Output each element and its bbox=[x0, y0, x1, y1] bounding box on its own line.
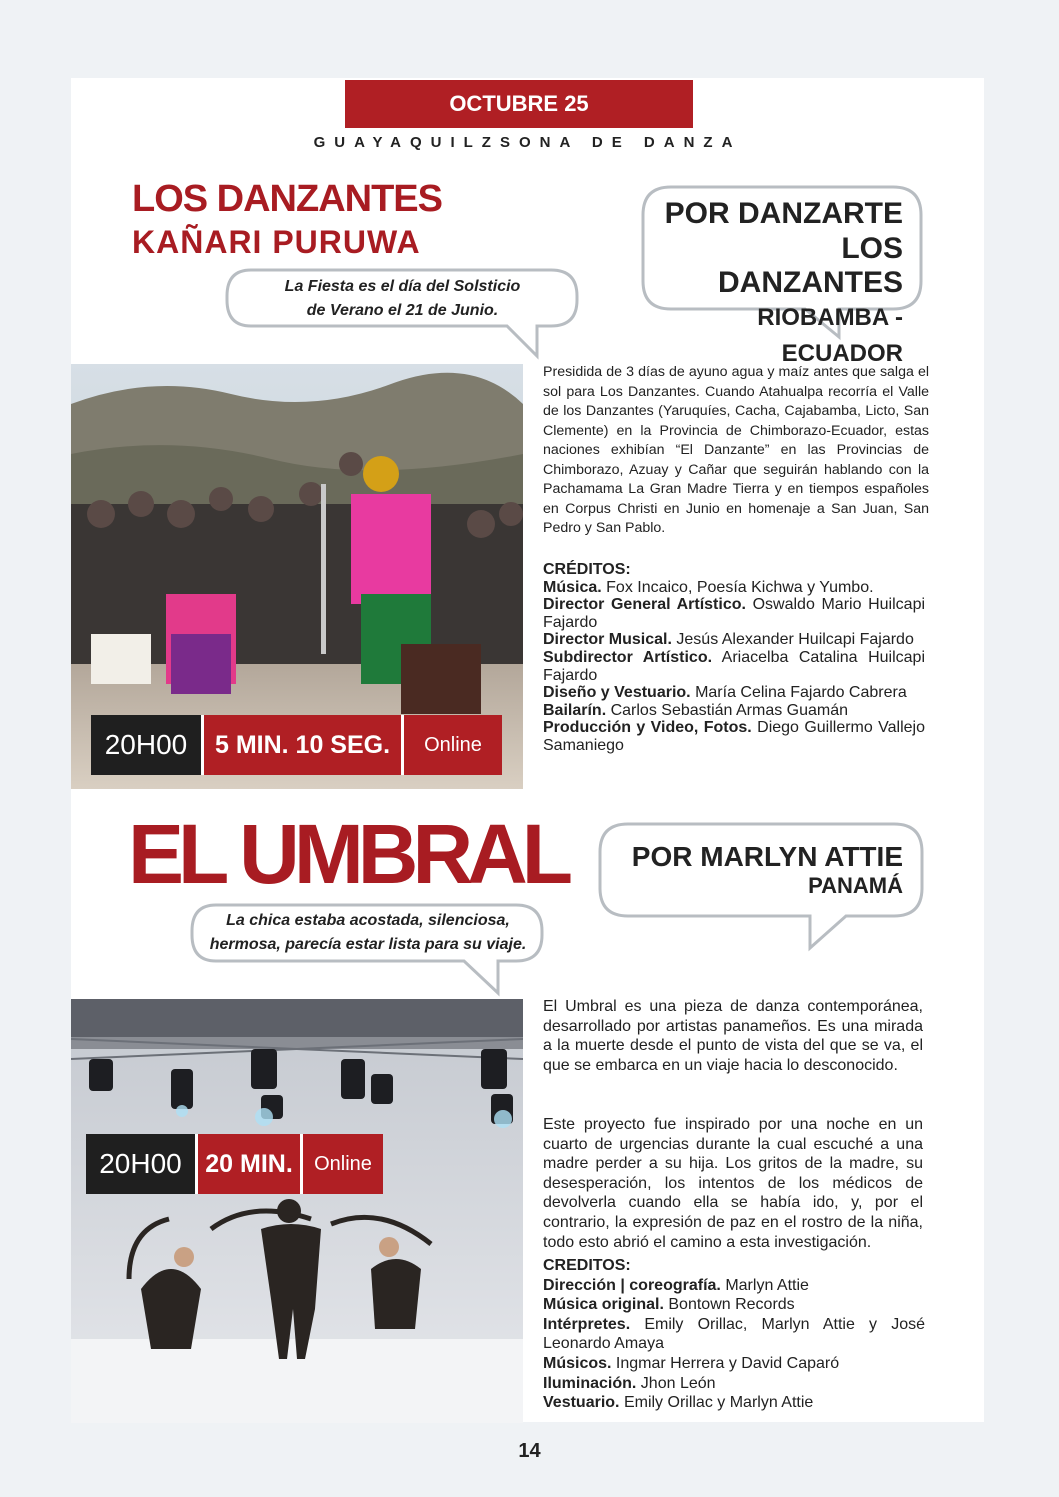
credit-line: Producción y Video, Fotos. Diego Guillermo Vallejo Samaniego bbox=[543, 719, 926, 754]
page-number: 14 bbox=[518, 1440, 541, 1462]
show1-company-line2: LOS DANZANTES bbox=[718, 232, 903, 299]
credit-line: Diseño y Vestuario. María Celina Fajardo Cabrera bbox=[543, 684, 907, 702]
credit-line: Iluminación. Jhon León bbox=[543, 1374, 716, 1392]
show1-subtitle: KAÑARI PURUWA bbox=[132, 224, 421, 260]
show2-credits-heading: CREDITOS: bbox=[543, 1257, 631, 1274]
show2-quote-line1: La chica estaba acostada, silenciosa, bbox=[226, 912, 510, 929]
credit-line: Vestuario. Emily Orillac y Marlyn Attie bbox=[543, 1394, 814, 1412]
credit-line: Director Musical. Jesús Alexander Huilcapi Fajardo bbox=[543, 631, 914, 649]
festival-name: GUAYAQUILZSONA DE DANZA bbox=[313, 134, 742, 151]
show1-credits bbox=[543, 561, 925, 755]
credit-line: Música original. Bontown Records bbox=[543, 1296, 795, 1314]
show1-quote-line1: La Fiesta es el día del Solsticio bbox=[284, 278, 521, 295]
credit-line: Director General Artístico. Oswaldo Mario Huilcapi Fajardo bbox=[543, 596, 926, 631]
show1-mode: Online bbox=[401, 715, 502, 775]
show1-description: Presidida de 3 días de ayuno agua y maíz antes que salga el sol para Los Danzantes. Cuando Atahualpa recorría el Valle de los Danzantes (Yaruquíes, Cacha, Cajabamba, Licto, San Clemente) en la Provincia de Chimborazo-Ecuador, estas naciones exhibían “El Danzante” en las Provincias de Chimborazo, Azuay y Cañar que seguirán hablando con la Pachamama La Gran Madre Tierra y en tiempos españoles en Corpus Christi en Junio en homenaje a San Juan, San Pedro y San Pablo. bbox=[543, 364, 929, 536]
show2-photo bbox=[71, 999, 523, 1423]
show1-duration: 5 MIN. 10 SEG. bbox=[201, 715, 401, 775]
show2-duration: 20 MIN. bbox=[195, 1134, 300, 1194]
show2-time: 20H00 bbox=[86, 1134, 195, 1194]
show2-credits bbox=[543, 1256, 925, 1413]
show2-mode: Online bbox=[300, 1134, 383, 1194]
show2-schedule-bar bbox=[86, 1134, 383, 1194]
show1-location: RIOBAMBA - ECUADOR bbox=[757, 304, 903, 367]
show2-country: PANAMÁ bbox=[808, 873, 903, 898]
date-banner bbox=[345, 80, 693, 128]
credit-line: Subdirector Artístico. Ariacelba Catalina Huilcapi Fajardo bbox=[543, 648, 925, 684]
credit-line: Dirección | coreografía. Marlyn Attie bbox=[543, 1276, 809, 1294]
date-label: OCTUBRE 25 bbox=[449, 91, 589, 116]
credit-line: Bailarín. Carlos Sebastián Armas Guamán bbox=[543, 701, 849, 719]
show2-paragraph2: Este proyecto fue inspirado por una noche en un cuarto de urgencias durante la cual escuché a una madre perder a su hija. Los gritos de la madre, su desesperación, los intentos de los médicos de devolverla cuando ella se había ido, y, por el contrario, la expresión de paz en el rostro de la niña, todo esto abrió el camino a esta investigación. bbox=[543, 1116, 923, 1251]
show2-company: POR MARLYN ATTIE bbox=[631, 841, 903, 872]
show2-title: EL UMBRAL bbox=[128, 807, 568, 901]
show2-paragraph1: El Umbral es una pieza de danza contemporánea, desarrollado por artistas panameños. Es una mirada a la muerte desde el punto de vista del que se va, el que se embarca en un viaje hacia lo desconocido. bbox=[543, 998, 923, 1074]
show1-credits-heading: CRÉDITOS: bbox=[543, 561, 631, 578]
show1-title: LOS DANZANTES bbox=[132, 178, 442, 220]
show1-time: 20H00 bbox=[91, 715, 201, 775]
credit-line: Música. Fox Incaico, Poesía Kichwa y Yumbo. bbox=[543, 578, 874, 596]
show2-quote-line2: hermosa, parecía estar lista para su viaje. bbox=[209, 936, 527, 953]
show1-schedule-bar bbox=[91, 715, 502, 775]
credit-line: Músicos. Ingmar Herrera y David Caparó bbox=[543, 1354, 840, 1372]
show1-quote-line2: de Verano el 21 de Junio. bbox=[306, 302, 499, 319]
credit-line: Intérpretes. Emily Orillac, Marlyn Attie y José Leonardo Amaya bbox=[543, 1315, 925, 1353]
show1-company-line1: POR DANZARTE bbox=[664, 197, 903, 230]
